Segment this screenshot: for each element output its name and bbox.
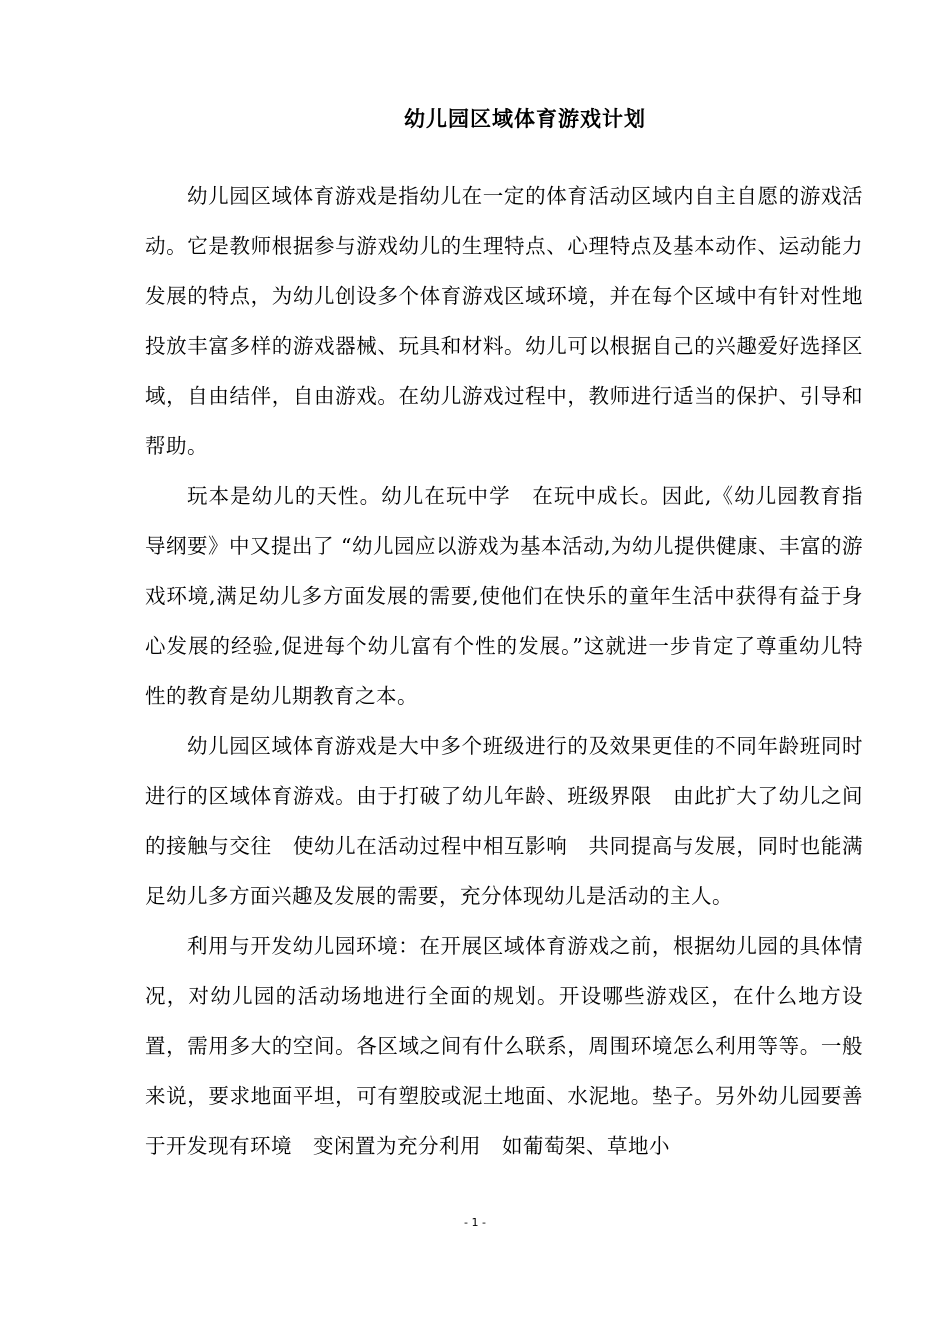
paragraph-4: 利用与开发幼儿园环境：在开展区域体育游戏之前，根据幼儿园的具体情况，对幼儿园的活动场地进行全面的规划。开设哪些游戏区，在什么地方设置，需用多大的空间。各区域之间有什么联系，周围环境怎么利用等等。一般来说，要求地面平坦，可有塑胶或泥土地面、水泥地。垫子。另外幼儿园要善于开发现有环境 变闲置为充分利用 如葡萄架、草地小 (145, 934, 863, 1158)
document-title: 幼儿园区域体育游戏计划 (404, 107, 646, 131)
page-number: - 1 - (464, 1216, 486, 1229)
paragraph-1: 幼儿园区域体育游戏是指幼儿在一定的体育活动区域内自主自愿的游戏活动。它是教师根据参与游戏幼儿的生理特点、心理特点及基本动作、运动能力发展的特点，为幼儿创设多个体育游戏区域环境，并在每个区域中有针对性地投放丰富多样的游戏器械、玩具和材料。幼儿可以根据自己的兴趣爱好选择区域，自由结伴，自由游戏。在幼儿游戏过程中，教师进行适当的保护、引导和帮助。 (145, 184, 863, 458)
document-body (145, 171, 863, 1171)
paragraph-2: 玩本是幼儿的天性。幼儿在玩中学 在玩中成长。因此,《幼儿园教育指导纲要》中又提出了 “幼儿园应以游戏为基本活动,为幼儿提供健康、丰富的游戏环境,满足幼儿多方面发展的需要,使他们在快乐的童年生活中获得有益于身心发展的经验,促进每个幼儿富有个性的发展。”这就进一步肯定了尊重幼儿特性的教育是幼儿期教育之本。 (145, 484, 864, 708)
paragraph-3: 幼儿园区域体育游戏是大中多个班级进行的及效果更佳的不同年龄班同时进行的区域体育游戏。由于打破了幼儿年龄、班级界限 由此扩大了幼儿之间的接触与交往 使幼儿在活动过程中相互影响 共同提高与发展，同时也能满足幼儿多方面兴趣及发展的需要，充分体现幼儿是活动的主人。 (145, 734, 863, 908)
